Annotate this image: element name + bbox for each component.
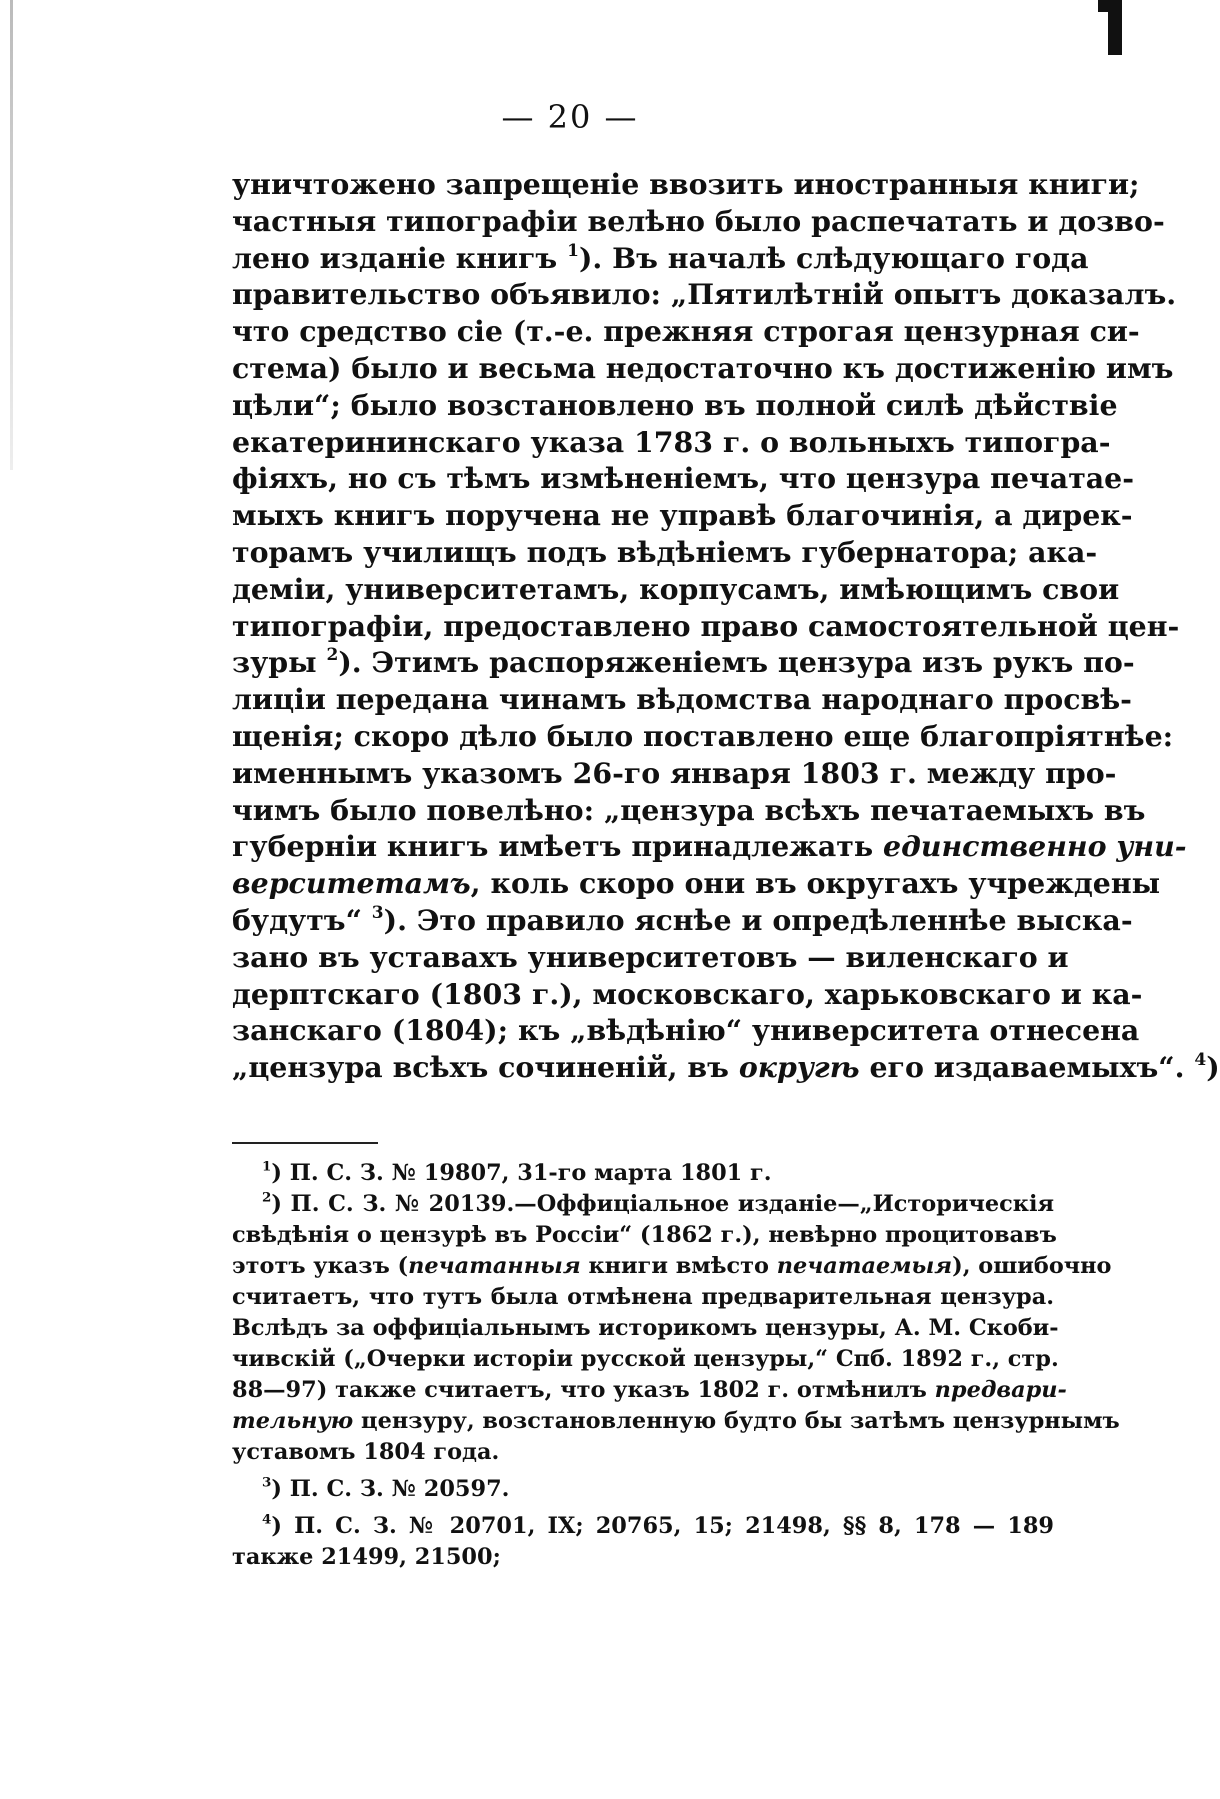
text-line: лиціи передана чинамъ вѣдомства народнаго просвѣ- — [232, 682, 1132, 717]
text-line: торамъ училищъ подъ вѣдѣніемъ губернатора; ака- — [232, 534, 1098, 569]
footnote-line: также 21499, 21500; — [232, 1544, 501, 1570]
text-line: „цензура всѣхъ сочиненій, въ округѣ его издаваемыхъ“. $^4$) — [232, 1050, 1220, 1085]
text-line: типографіи, предоставлено право самостоятельной цен- — [232, 608, 1180, 643]
text-line: губерніи книгъ имѣетъ принадлежать единственно уни- — [232, 829, 1187, 864]
page-number: — 20 — — [501, 98, 639, 136]
footnote-separator — [232, 1142, 378, 1144]
text-line: частныя типографіи велѣно было распечатать и дозво- — [232, 203, 1165, 238]
text-line: правительство объявило: „Пятилѣтній опытъ доказалъ. — [232, 277, 1177, 312]
text-line: что средство сіе (т.-е. прежняя строгая цензурная си- — [232, 314, 1140, 349]
text-line: именнымъ указомъ 26-го января 1803 г. между про- — [232, 755, 1117, 790]
footnote-4: $^4$) П. С. З. № 20701, IX; 20765, 15; 21498, §§ 8, 178 — 189 — [262, 1511, 1054, 1539]
footnote-line: чивскій („Очерки исторіи русской цензуры,“ Спб. 1892 г., стр. — [232, 1346, 1059, 1372]
footnote-line: этотъ указъ (печатанныя книги вмѣсто печатаемыя), ошибочно — [232, 1253, 1112, 1279]
emphasis: округѣ — [738, 1050, 860, 1085]
text-line: деміи, университетамъ, корпусамъ, имѣющимъ свои — [232, 571, 1120, 606]
footnote-line: 88—97) также считаетъ, что указъ 1802 г. отмѣнилъ предвари- — [232, 1377, 1067, 1403]
footnote-2: $^2$) П. С. З. № 20139.—Оффиціальное изданіе—„Историческія — [262, 1189, 1054, 1217]
footnote-ref[interactable]: 3 — [371, 903, 384, 924]
text-line: зуры $^2$). Этимъ распоряженіемъ цензура изъ рукъ по- — [232, 645, 1135, 680]
footnote-line: уставомъ 1804 года. — [232, 1439, 500, 1465]
emphasis: верситетамъ — [232, 866, 471, 901]
text-line: будутъ“ $^3$). Это правило яснѣе и опредѣленнѣе выска- — [232, 902, 1133, 937]
text-line: верситетамъ, коль скоро они въ округахъ учреждены — [232, 866, 1161, 901]
text-line: цѣли“; было возстановлено въ полной силѣ дѣйствіе — [232, 387, 1118, 422]
text-line: зано въ уставахъ университетовъ — виленскаго и — [232, 939, 1069, 974]
text-line: лено изданіе книгъ $^1$). Въ началѣ слѣдующаго года — [232, 240, 1089, 275]
footnote-3: $^3$) П. С. З. № 20597. — [262, 1474, 510, 1502]
footnote-ref[interactable]: 1 — [567, 240, 579, 261]
footnotes — [232, 1158, 1120, 1573]
text-line: дерптскаго (1803 г.), московскаго, харьковскаго и ка- — [232, 976, 1143, 1011]
text-line: уничтожено запрещеніе ввозить иностранныя книги; — [232, 167, 1140, 201]
text-line: занскаго (1804); къ „вѣдѣнію“ университета отнесена — [232, 1013, 1140, 1048]
text-line: чимъ было повелѣно: „цензура всѣхъ печатаемыхъ въ — [232, 792, 1146, 827]
footnote-1: $^1$) П. С. З. № 19807, 31-го марта 1801 г. — [262, 1158, 772, 1186]
footnote-ref[interactable]: 2 — [326, 645, 339, 666]
footnote-line: считаетъ, что тутъ была отмѣнена предварительная цензура. — [232, 1284, 1054, 1310]
text-line: щенія; скоро дѣло было поставлено еще благопріятнѣе: — [232, 718, 1174, 753]
footnote-line: свѣдѣнія о цензурѣ въ Россіи“ (1862 г.), невѣрно процитовавъ — [232, 1222, 1057, 1248]
scan-edge-mark-right — [1108, 0, 1122, 55]
text-line: мыхъ книгъ поручена не управѣ благочинія, а дирек- — [232, 498, 1133, 533]
footnote-ref[interactable]: 4 — [1194, 1050, 1207, 1071]
scan-edge-mark-left — [10, 0, 13, 470]
footnote-line: тельную цензуру, возстановленную будто бы затѣмъ цензурнымъ — [232, 1408, 1120, 1434]
footnote-line: Вслѣдъ за оффиціальнымъ историкомъ цензуры, А. М. Скоби- — [232, 1315, 1059, 1341]
text-line: екатерининскаго указа 1783 г. о вольныхъ типогра- — [232, 424, 1111, 459]
text-line: стема) было и весьма недостаточно къ достиженію имъ — [232, 350, 1174, 385]
text-line: фіяхъ, но съ тѣмъ измѣненіемъ, что цензура печатае- — [232, 461, 1135, 496]
emphasis: единственно уни- — [883, 829, 1187, 864]
main-text — [232, 166, 1220, 1086]
